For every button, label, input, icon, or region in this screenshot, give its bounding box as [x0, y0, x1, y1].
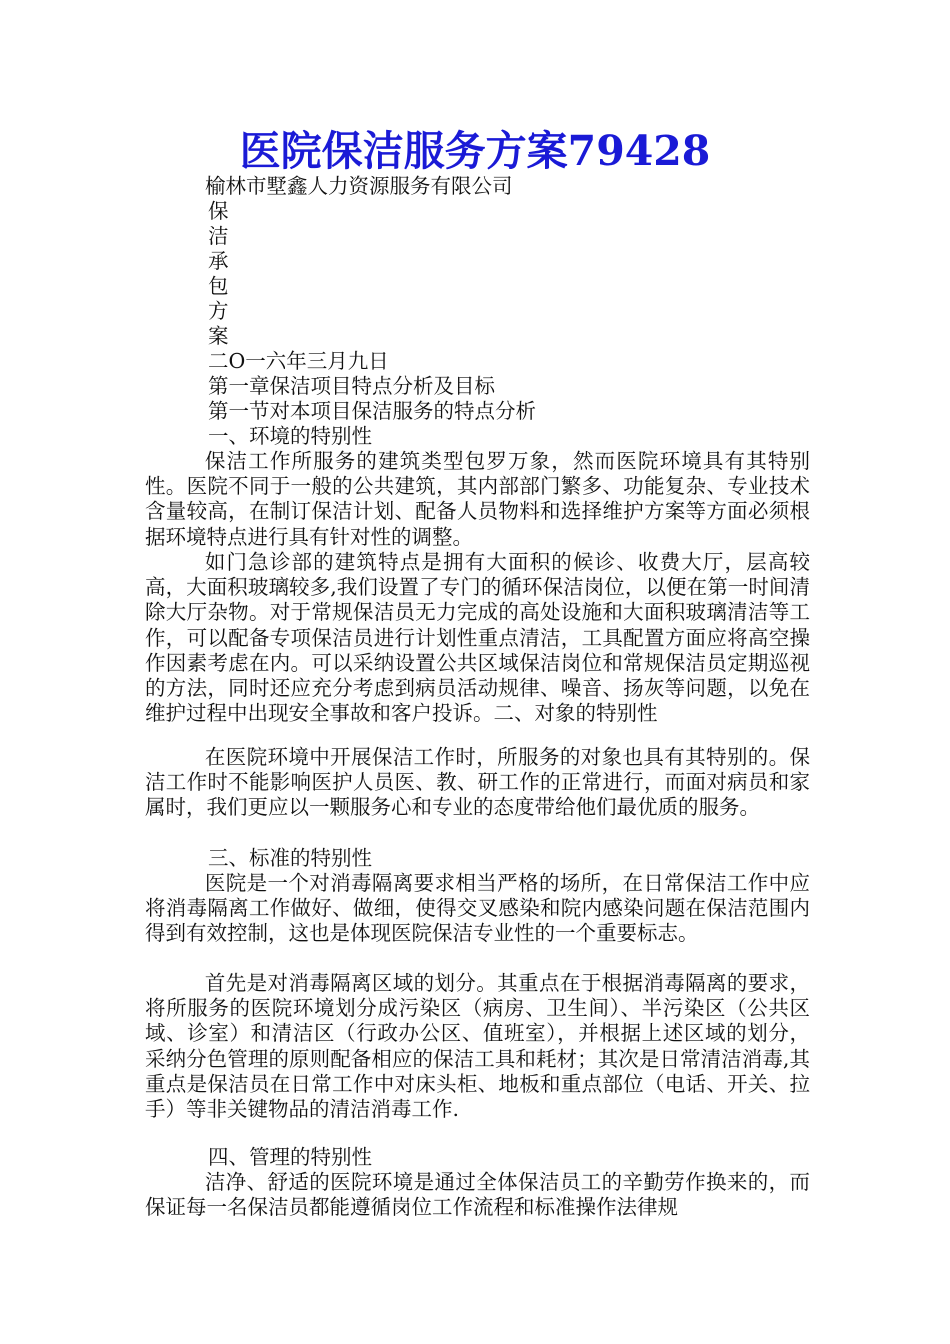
- subheading-1: 一、环境的特别性: [208, 424, 372, 448]
- paragraph-5-text: 首先是对消毒隔离区域的划分。其重点在于根据消毒隔离的要求，将所服务的医院环境划分成污染区（病房、卫生间）、半污染区（公共区域、诊室）和清洁区（行政办公区、值班室），并根据上述区域的划分，采纳分色管理的原则配备相应的保洁工具和耗材；其次是日常清洁消毒,其重点是保洁员在日常工作中对床头柜、地板和重点部位（电话、开关、拉手）等非关键物品的清洁消毒工作.: [145, 971, 810, 1122]
- paragraph-2: [145, 550, 810, 726]
- paragraph-4: [145, 871, 810, 947]
- paragraph-5: [145, 971, 810, 1122]
- chapter-heading: 第一章保洁项目特点分析及目标: [208, 374, 495, 398]
- paragraph-6-text: 洁净、舒适的医院环境是通过全体保洁员工的辛勤劳作换来的，而保证每一名保洁员都能遵循岗位工作流程和标准操作法律规: [145, 1170, 810, 1220]
- paragraph-1-text: 保洁工作所服务的建筑类型包罗万象，然而医院环境具有其特别性。医院不同于一般的公共建筑，其内部部门繁多、功能复杂、专业技术含量较高，在制订保洁计划、配备人员物料和选择维护方案等方面必须根据环境特点进行具有针对性的调整。: [145, 449, 810, 549]
- paragraph-3-text: 在医院环境中开展保洁工作时，所服务的对象也具有其特别的。保洁工作时不能影响医护人员医、教、研工作的正常进行，而面对病员和家属时，我们更应以一颗服务心和专业的态度带给他们最优质的服务。: [145, 745, 810, 820]
- vertical-char-5: 方: [208, 299, 229, 323]
- vertical-char-2: 洁: [208, 224, 229, 248]
- paragraph-1: [145, 449, 810, 550]
- paragraph-4-text: 医院是一个对消毒隔离要求相当严格的场所，在日常保洁工作中应将消毒隔离工作做好、做细，使得交叉感染和院内感染问题在保洁范围内得到有效控制，这也是体现医院保洁专业性的一个重要标志。: [145, 871, 810, 946]
- vertical-char-3: 承: [208, 249, 229, 273]
- paragraph-2-text: 如门急诊部的建筑特点是拥有大面积的候诊、收费大厅，层高较高，大面积玻璃较多,我们设置了专门的循环保洁岗位，以便在第一时间清除大厅杂物。对于常规保洁员无力完成的高处设施和大面积玻璃清洁等工作，可以配备专项保洁员进行计划性重点清洁，工具配置方面应将高空操作因素考虑在内。可以采纳设置公共区域保洁岗位和常规保洁员定期巡视的方法，同时还应充分考虑到病员活动规律、噪音、扬灰等问题，以免在维护过程中出现安全事故和客户投诉。二、对象的特别性: [145, 550, 810, 726]
- section-heading: 第一节对本项目保洁服务的特点分析: [208, 399, 536, 423]
- document-title: 医院保洁服务方案79428: [239, 127, 711, 175]
- paragraph-6: [145, 1170, 810, 1220]
- vertical-char-6: 案: [208, 324, 229, 348]
- subheading-3: 三、标准的特别性: [208, 846, 372, 870]
- vertical-char-4: 包: [208, 274, 229, 298]
- paragraph-3: [145, 745, 810, 821]
- company-name: 榆林市墅鑫人力资源服务有限公司: [205, 174, 513, 198]
- subheading-4: 四、管理的特别性: [208, 1145, 372, 1169]
- document-date: 二O一六年三月九日: [208, 349, 389, 373]
- vertical-char-1: 保: [208, 199, 229, 223]
